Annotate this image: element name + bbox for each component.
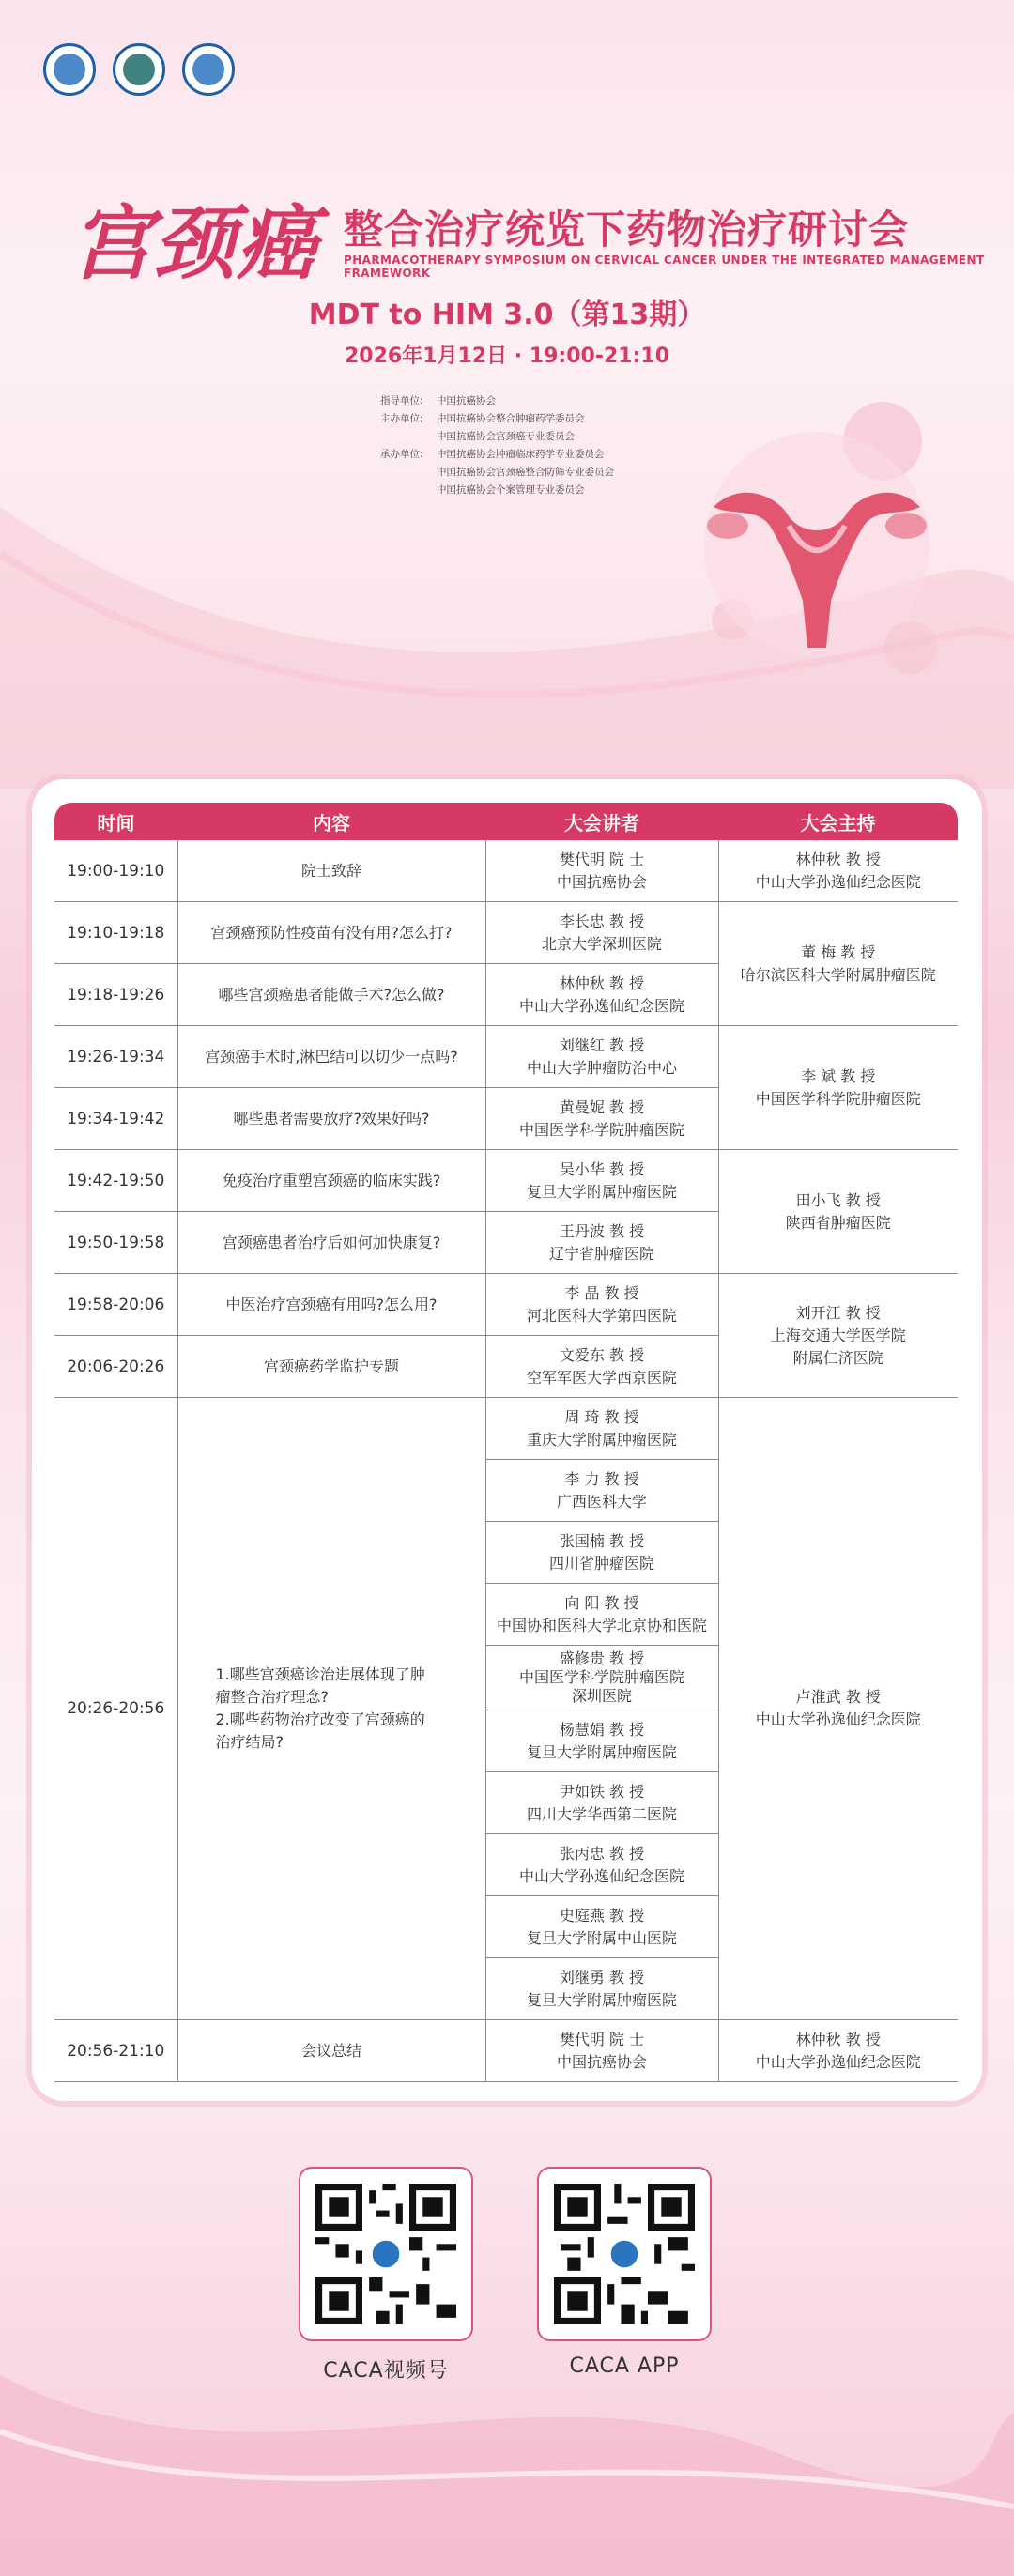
event-subtitle: MDT to HIM 3.0（第13期） [308,299,706,331]
time-cell: 19:26-19:34 [54,1026,177,1088]
qr-code-section [299,2167,712,2384]
content-cell: 会议总结 [177,2020,485,2082]
caca-logo [43,43,96,96]
qr-app[interactable] [537,2167,712,2384]
speaker-cell: 林仲秋 教 授 中山大学孙逸仙纪念医院 [485,964,718,1026]
uterus-illustration [676,394,958,695]
host-cell: 田小飞 教 授 陕西省肿瘤医院 [718,1150,958,1274]
content-cell: 1.哪些宫颈癌诊治进展体现了肿 瘤整合治疗理念? 2.哪些药物治疗改变了宫颈癌的 治疗结局? [177,1398,485,2020]
host-cell: 李 斌 教 授 中国医学科学院肿瘤医院 [718,1026,958,1150]
speaker-cell: 刘继红 教 授 中山大学肿瘤防治中心 [485,1026,718,1088]
speaker-cell: 张丙忠 教 授 中山大学孙逸仙纪念医院 [485,1834,718,1896]
table-row [54,1150,958,1212]
host-cell: 林仲秋 教 授 中山大学孙逸仙纪念医院 [718,840,958,902]
table-row [54,2020,958,2082]
time-cell: 19:10-19:18 [54,902,177,964]
content-cell: 哪些患者需要放疗?效果好吗? [177,1088,485,1150]
content-cell: 院士致辞 [177,840,485,902]
col-header-time: 时间 [54,803,177,840]
speaker-cell: 周 琦 教 授 重庆大学附属肿瘤医院 [485,1398,718,1460]
content-cell: 宫颈癌手术时,淋巴结可以切少一点吗? [177,1026,485,1088]
time-cell: 20:56-21:10 [54,2020,177,2082]
event-title-english: PHARMACOTHERAPY SYMPOSIUM ON CERVICAL CANCER UNDER THE INTEGRATED MANAGEMENT FRAMEWORK [344,253,985,280]
col-header-content: 内容 [177,803,485,840]
speaker-cell: 王丹波 教 授 辽宁省肿瘤医院 [485,1212,718,1274]
organizers-list [380,392,614,499]
time-cell: 19:34-19:42 [54,1088,177,1150]
table-row [54,902,958,964]
organizer-logos [43,43,235,96]
partner-logo [182,43,235,96]
speaker-cell: 樊代明 院 士 中国抗癌协会 [485,840,718,902]
brand-title: 宫颈癌 [71,196,319,291]
event-title: 整合治疗统览下药物治疗研讨会 [344,207,910,253]
time-cell: 19:50-19:58 [54,1212,177,1274]
time-cell: 19:58-20:06 [54,1274,177,1336]
speaker-cell: 樊代明 院 士 中国抗癌协会 [485,2020,718,2082]
time-cell: 19:00-19:10 [54,840,177,902]
org-row: 指导单位: 中国抗癌协会 [380,395,496,406]
host-cell: 林仲秋 教 授 中山大学孙逸仙纪念医院 [718,2020,958,2082]
speaker-cell: 李长忠 教 授 北京大学深圳医院 [485,902,718,964]
table-row [54,1026,958,1088]
committee-logo [113,43,165,96]
col-header-host: 大会主持 [718,803,958,840]
speaker-cell: 尹如铁 教 授 四川大学华西第二医院 [485,1772,718,1834]
host-cell: 卢淮武 教 授 中山大学孙逸仙纪念医院 [718,1398,958,2020]
speaker-cell: 李 晶 教 授 河北医科大学第四医院 [485,1274,718,1336]
qr-code-icon [554,2184,695,2324]
table-row [54,1398,958,1460]
org-row: 主办单位: 中国抗癌协会整合肿瘤药学委员会 [380,413,585,424]
host-cell: 董 梅 教 授 哈尔滨医科大学附属肿瘤医院 [718,902,958,1026]
speaker-cell: 李 力 教 授 广西医科大学 [485,1460,718,1522]
org-row: 中国抗癌协会个案管理专业委员会 [437,484,585,496]
time-cell: 20:06-20:26 [54,1336,177,1398]
content-cell: 免疫治疗重塑宫颈癌的临床实践? [177,1150,485,1212]
schedule-table [54,803,958,2082]
org-row: 中国抗癌协会宫颈癌整合防筛专业委员会 [437,467,614,478]
qr-label: CACA APP [569,2354,680,2378]
table-header-row [54,803,958,840]
qr-video-channel[interactable] [299,2167,473,2384]
speaker-cell: 盛修贵 教 授 中国医学科学院肿瘤医院 深圳医院 [485,1646,718,1710]
speaker-cell: 吴小华 教 授 复旦大学附属肿瘤医院 [485,1150,718,1212]
table-row [54,840,958,902]
org-row: 中国抗癌协会宫颈癌专业委员会 [437,431,575,442]
speaker-cell: 向 阳 教 授 中国协和医科大学北京协和医院 [485,1584,718,1646]
speaker-cell: 文爱东 教 授 空军军医大学西京医院 [485,1336,718,1398]
content-cell: 宫颈癌患者治疗后如何加快康复? [177,1212,485,1274]
speaker-cell: 史庭燕 教 授 复旦大学附属中山医院 [485,1896,718,1958]
content-cell: 哪些宫颈癌患者能做手术?怎么做? [177,964,485,1026]
qr-code-icon [315,2184,456,2324]
speaker-cell: 刘继勇 教 授 复旦大学附属肿瘤医院 [485,1958,718,2020]
table-row [54,1274,958,1336]
speaker-cell: 张国楠 教 授 四川省肿瘤医院 [485,1522,718,1584]
col-header-speaker: 大会讲者 [485,803,718,840]
time-cell: 19:18-19:26 [54,964,177,1026]
event-datetime: 2026年1月12日 · 19:00-21:10 [344,345,670,368]
qr-label: CACA视频号 [323,2359,449,2383]
content-cell: 中医治疗宫颈癌有用吗?怎么用? [177,1274,485,1336]
content-cell: 宫颈癌预防性疫苗有没有用?怎么打? [177,902,485,964]
speaker-cell: 黄曼妮 教 授 中国医学科学院肿瘤医院 [485,1088,718,1150]
speaker-cell: 杨慧娟 教 授 复旦大学附属肿瘤医院 [485,1710,718,1772]
org-row: 承办单位: 中国抗癌协会肿瘤临床药学专业委员会 [380,449,605,460]
time-cell: 20:26-20:56 [54,1398,177,2020]
content-cell: 宫颈癌药学监护专题 [177,1336,485,1398]
time-cell: 19:42-19:50 [54,1150,177,1212]
host-cell: 刘开江 教 授 上海交通大学医学院 附属仁济医院 [718,1274,958,1398]
